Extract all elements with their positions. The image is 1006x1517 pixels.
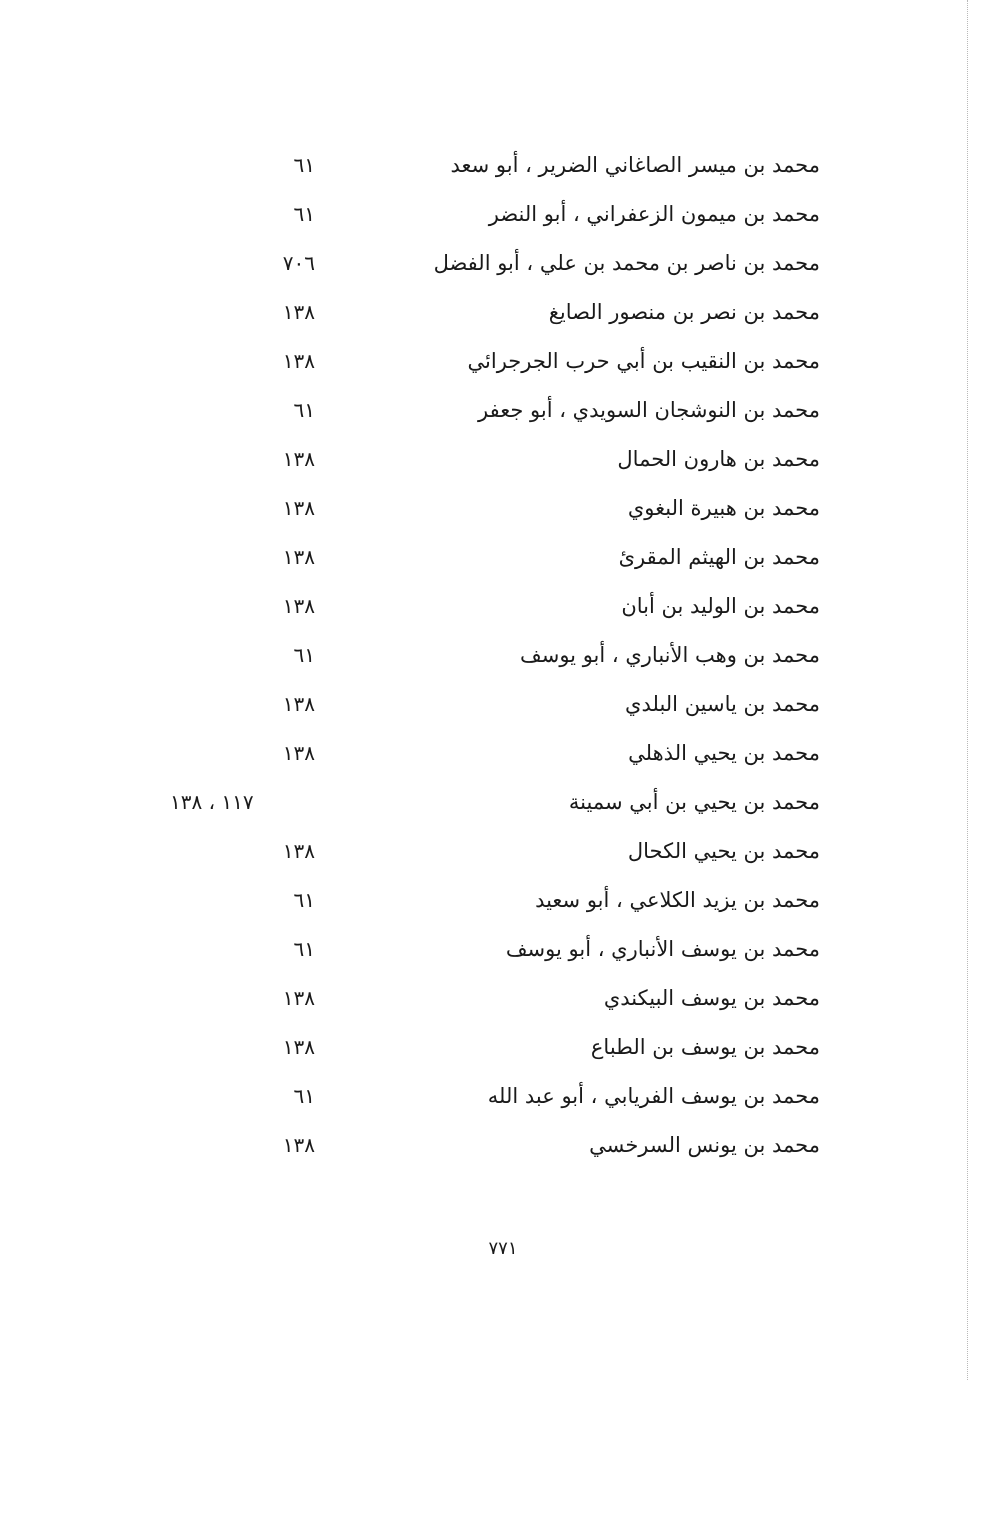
entry-name: محمد بن يوسف الأنباري ، أبو يوسف (505, 936, 820, 961)
index-entry (170, 581, 820, 630)
entry-page-refs: ١٣٨ (282, 985, 315, 1010)
index-entry (170, 385, 820, 434)
entry-name: محمد بن ياسين البلدي (625, 691, 820, 716)
entry-name: محمد بن يحيي بن أبي سمينة (568, 789, 820, 814)
entry-name: محمد بن ميمون الزعفراني ، أبو النضر (488, 201, 820, 226)
entry-name: محمد بن هبيرة البغوي (627, 495, 820, 520)
entry-page-refs: ٦١ (293, 642, 315, 667)
entry-name: محمد بن النقيب بن أبي حرب الجرجرائي (467, 348, 820, 373)
index-entry (170, 1022, 820, 1071)
entry-page-refs: ٦١ (293, 397, 315, 422)
entry-name: محمد بن هارون الحمال (617, 446, 820, 471)
index-entry (170, 630, 820, 679)
index-entry (170, 140, 820, 189)
index-entry (170, 532, 820, 581)
entry-name: محمد بن يوسف البيكندي (603, 985, 820, 1010)
page-number: ٧٧١ (488, 1238, 518, 1259)
index-entry (170, 973, 820, 1022)
index-entry (170, 434, 820, 483)
entry-name: محمد بن ميسر الصاغاني الضرير ، أبو سعد (450, 152, 820, 177)
entry-page-refs: ١١٧ ، ١٣٨ (170, 789, 254, 814)
entry-name: محمد بن يزيد الكلاعي ، أبو سعيد (535, 887, 820, 912)
index-entry (170, 287, 820, 336)
index-entry (170, 238, 820, 287)
index-entry (170, 924, 820, 973)
entry-page-refs: ١٣٨ (282, 1132, 315, 1157)
index-entry (170, 483, 820, 532)
entry-page-refs: ١٣٨ (282, 740, 315, 765)
index-entry (170, 728, 820, 777)
entry-page-refs: ٦١ (293, 936, 315, 961)
entry-page-refs: ٦١ (293, 201, 315, 226)
entry-name: محمد بن النوشجان السويدي ، أبو جعفر (478, 397, 820, 422)
entry-name: محمد بن الوليد بن أبان (621, 593, 820, 618)
index-entry (170, 679, 820, 728)
entry-name: محمد بن يونس السرخسي (589, 1132, 820, 1157)
entry-page-refs: ١٣٨ (282, 691, 315, 716)
name-index-list (170, 140, 820, 1169)
entry-page-refs: ١٣٨ (282, 348, 315, 373)
index-entry (170, 826, 820, 875)
index-entry (170, 189, 820, 238)
entry-page-refs: ١٣٨ (282, 299, 315, 324)
index-entry (170, 875, 820, 924)
index-entry (170, 1071, 820, 1120)
entry-page-refs: ١٣٨ (282, 1034, 315, 1059)
page-edge-dotted-line (967, 0, 968, 1380)
entry-page-refs: ١٣٨ (282, 838, 315, 863)
entry-name: محمد بن وهب الأنباري ، أبو يوسف (520, 642, 820, 667)
entry-page-refs: ١٣٨ (282, 446, 315, 471)
entry-page-refs: ١٣٨ (282, 544, 315, 569)
entry-name: محمد بن الهيثم المقرئ (618, 544, 820, 569)
entry-page-refs: ٦١ (293, 1083, 315, 1108)
entry-page-refs: ٦١ (293, 152, 315, 177)
index-entry (170, 777, 820, 826)
index-entry (170, 1120, 820, 1169)
entry-page-refs: ١٣٨ (282, 593, 315, 618)
entry-page-refs: ٦١ (293, 887, 315, 912)
index-entry (170, 336, 820, 385)
entry-name: محمد بن ناصر بن محمد بن علي ، أبو الفضل (433, 250, 820, 275)
entry-page-refs: ١٣٨ (282, 495, 315, 520)
entry-name: محمد بن يحيي الكحال (627, 838, 820, 863)
entry-name: محمد بن يوسف الفريابي ، أبو عبد الله (487, 1083, 820, 1108)
entry-name: محمد بن يوسف بن الطباع (590, 1034, 820, 1059)
entry-name: محمد بن نصر بن منصور الصايغ (548, 299, 820, 324)
entry-name: محمد بن يحيي الذهلي (628, 740, 820, 765)
entry-page-refs: ٧٠٦ (282, 250, 315, 275)
